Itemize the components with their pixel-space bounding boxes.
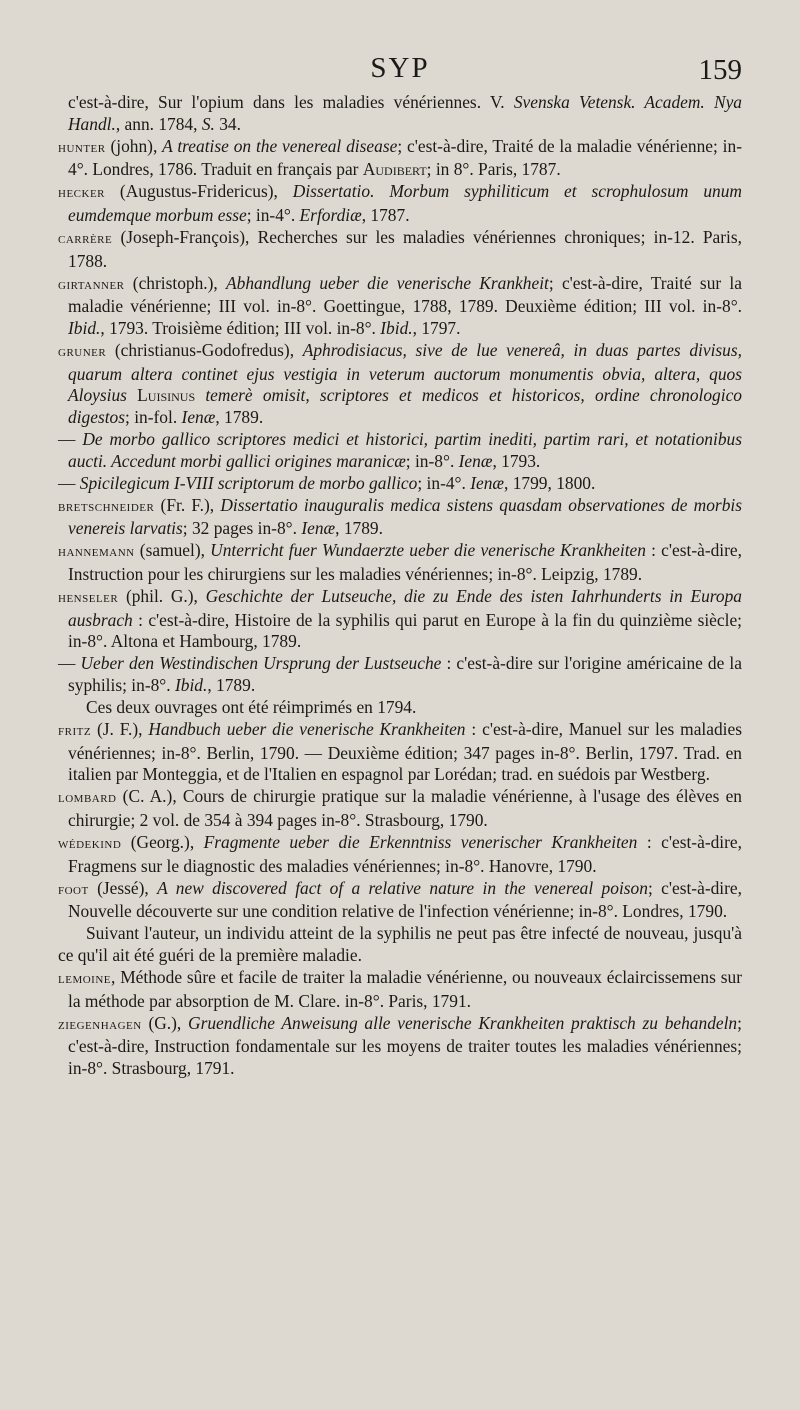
entry-title-italic: Ienæ bbox=[470, 472, 505, 493]
entry-title-italic: A treatise on the venereal disease bbox=[162, 135, 398, 156]
entry-author: foot bbox=[58, 881, 89, 898]
bibliography-entry bbox=[58, 719, 742, 786]
note-paragraph bbox=[58, 923, 742, 966]
entry-text: ; in-4°. bbox=[417, 472, 471, 493]
entry-title-italic: De morbo gallico scriptores medici et historici, partim inediti, partim rari, et notationibus aucti. Accedunt morbi gallici origines maranicæ bbox=[68, 428, 742, 471]
entry-text: , 1797. bbox=[412, 317, 461, 338]
entry-author: lombard bbox=[58, 790, 117, 807]
bibliography-entry bbox=[58, 1013, 742, 1080]
entry-author-given: — bbox=[58, 653, 81, 674]
entry-text: ; in-fol. bbox=[125, 406, 182, 427]
bibliography-entry bbox=[58, 227, 742, 272]
bibliography-entry bbox=[58, 967, 742, 1012]
entry-author-given: (Georg.), bbox=[121, 832, 204, 853]
entry-author-given: — bbox=[58, 428, 83, 449]
entry-title-italic: Ienæ bbox=[458, 450, 493, 471]
entry-title-italic: Abhandlung ueber die venerische Krankheit bbox=[226, 272, 549, 293]
entry-author: bretschneider bbox=[58, 498, 155, 515]
entry-text: Ces deux ouvrages ont été réimprimés en 1794. bbox=[86, 697, 417, 718]
entry-author-given: (J. F.), bbox=[91, 719, 149, 740]
entry-text: : c'est-à-dire sur l'origine américaine de la syphilis; in-8°. bbox=[68, 653, 742, 695]
entry-author-given: (christoph.), bbox=[124, 272, 227, 293]
entry-author-given: , bbox=[111, 967, 121, 988]
entry-title-italic: Fragmente ueber die Erkenntniss venerischer Krankheiten bbox=[203, 832, 638, 853]
page-header bbox=[58, 52, 742, 92]
bibliography-entry bbox=[58, 273, 742, 340]
bibliography-entry bbox=[58, 540, 742, 585]
entry-text: Audibert bbox=[362, 159, 427, 180]
entry-author-given: (G.), bbox=[141, 1012, 189, 1033]
entry-author-given: (C. A.), bbox=[116, 786, 183, 807]
entry-text: ; in-8°. bbox=[405, 450, 459, 471]
entry-title-italic: temerè omisit, scriptores et medicos et historicos, ordine chronologico digestos bbox=[68, 385, 742, 427]
entry-title-italic: Aphrodisiacus, sive de lue venereâ, in duas partes divisus, quarum altera continet ejus vestigia in veterum auctorum monumentis obvia, altera, quos Aloysius bbox=[68, 340, 742, 406]
bibliography-entry bbox=[58, 429, 742, 472]
entry-author: ziegenhagen bbox=[58, 1016, 142, 1033]
entry-author: fritz bbox=[58, 723, 92, 740]
entry-text: : c'est-à-dire, Instruction pour les chirurgiens sur les maladies vénériennes; in-8°. Leipzig, 1789. bbox=[68, 540, 742, 584]
entry-author-given: — bbox=[58, 472, 80, 493]
entry-text: Cours de chirurgie pratique sur la maladie vénérienne, à l'usage des élèves en chirurgie; 2 vol. de 354 à 394 pages in-8°. Strasbourg, 1790. bbox=[68, 786, 742, 830]
entry-text: Suivant l'auteur, un individu atteint de la syphilis ne peut pas être infecté de nouveau, jusqu'à ce qu'il ait été guéri de la première maladie. bbox=[58, 923, 742, 966]
entry-title-italic: Ibid. bbox=[174, 674, 208, 695]
entry-text: , 1789. bbox=[335, 518, 383, 539]
entry-author: gruner bbox=[58, 344, 107, 361]
bibliography-entry bbox=[58, 473, 742, 495]
entry-title-italic: Spicilegicum I-VIII scriptorum de morbo gallico bbox=[79, 472, 418, 493]
entry-title-italic: Svenska Vetensk. Academ. Nya Handl. bbox=[68, 92, 742, 134]
bibliography-entry bbox=[58, 653, 742, 696]
entry-text: ; c'est-à-dire, Nouvelle découverte sur une condition relative de l'infection vénérienne; in-8°. Londres, 1790. bbox=[68, 877, 742, 922]
bibliography-entry bbox=[58, 495, 742, 540]
bibliography-entry bbox=[58, 878, 742, 923]
entry-author: wédekind bbox=[58, 836, 122, 853]
entry-author-given: (Jessé), bbox=[88, 877, 158, 898]
entry-author: hannemann bbox=[58, 544, 135, 561]
entry-author-given: (samuel), bbox=[134, 540, 211, 561]
entry-text: Luisinus bbox=[137, 385, 196, 406]
bibliography-entry bbox=[58, 92, 742, 135]
entry-text: : c'est-à-dire, Fragmens sur le diagnostic des maladies vénériennes; in-8°. Hanovre, 1790. bbox=[68, 832, 742, 876]
entry-title-italic: S. bbox=[201, 113, 215, 134]
entry-author-given: (Augustus-Fridericus), bbox=[105, 181, 293, 202]
entry-title-italic: Ibid. bbox=[380, 317, 413, 338]
entry-text: ; 32 pages in-8°. bbox=[182, 518, 302, 539]
entry-text: , ann. 1784, bbox=[115, 113, 202, 134]
bibliography-list bbox=[58, 92, 742, 1080]
entry-text: , 1789. bbox=[207, 674, 256, 695]
entry-text: ; c'est-à-dire, Traité de la maladie vénérienne; in-4°. Londres, 1786. Traduit en français par bbox=[68, 135, 742, 180]
entry-title-italic: Dissertatio. Morbum syphiliticum et scrophulosum unum eumdemque morbum esse bbox=[68, 181, 742, 225]
running-title: SYP bbox=[370, 52, 430, 84]
bibliography-entry bbox=[58, 136, 742, 181]
entry-author-given: (john), bbox=[105, 135, 163, 156]
bibliography-entry bbox=[58, 832, 742, 877]
entry-author-given: (Fr. F.), bbox=[154, 494, 221, 515]
entry-text: 34. bbox=[214, 113, 241, 134]
bibliography-entry bbox=[58, 786, 742, 831]
entry-text: , 1799, 1800. bbox=[504, 472, 596, 493]
bibliography-entry bbox=[58, 181, 742, 226]
entry-text: , 1793. bbox=[492, 450, 541, 471]
entry-text: Méthode sûre et facile de traiter la maladie vénérienne, ou nouveaux éclaircissemens sur la méthode par absorption de M. Clare. in-8°. Paris, 1791. bbox=[68, 967, 743, 1011]
entry-author: henseler bbox=[58, 590, 119, 607]
entry-author: lemoine bbox=[58, 971, 111, 988]
entry-author: girtanner bbox=[58, 276, 125, 293]
entry-title-italic: A new discovered fact of a relative nature in the venereal poison bbox=[157, 877, 648, 898]
entry-text: Recherches sur les maladies vénériennes chroniques; in-12. Paris, 1788. bbox=[68, 227, 743, 271]
entry-text: ; in 8°. Paris, 1787. bbox=[426, 159, 561, 180]
entry-text: , 1793. Troisième édition; III vol. in-8°. bbox=[100, 317, 381, 338]
entry-text: ; c'est-à-dire, Traité sur la maladie vénérienne; III vol. in-8°. Goettingue, 1788, 1789. Deuxième édition; III vol. in-8°. bbox=[68, 272, 742, 317]
entry-text: c'est-à-dire, Sur l'opium dans les maladies vénériennes. V. bbox=[68, 92, 514, 112]
entry-title-italic: Unterricht fuer Wundaerzte ueber die venerische Krankheiten bbox=[210, 540, 646, 561]
note-paragraph bbox=[58, 697, 742, 719]
bibliography-entry bbox=[58, 586, 742, 653]
entry-author: hecker bbox=[58, 185, 105, 202]
entry-title-italic: Gruendliche Anweisung alle venerische Krankheiten praktisch zu behandeln bbox=[188, 1012, 738, 1033]
entry-title-italic: Ueber den Westindischen Ursprung der Lustseuche bbox=[80, 653, 442, 674]
entry-text: ; in-4°. bbox=[246, 204, 300, 225]
entry-author-given: (christianus-Godofredus), bbox=[106, 340, 303, 361]
entry-author: carrère bbox=[58, 231, 113, 248]
entry-title-italic: Erfordiæ bbox=[299, 204, 362, 225]
entry-author-given: (phil. G.), bbox=[118, 586, 206, 607]
entry-title-italic: Geschichte der Lutseuche, die zu Ende des isten Iahrhunderts in Europa ausbrach bbox=[68, 586, 742, 630]
entry-author: hunter bbox=[58, 139, 106, 156]
entry-text: , 1789. bbox=[215, 406, 264, 427]
entry-title-italic: Ienæ bbox=[181, 406, 216, 427]
entry-text: : c'est-à-dire, Histoire de la syphilis qui parut en Europe à la fin du quinzième siècle; in-8°. Altona et Hambourg, 1789. bbox=[68, 609, 742, 652]
entry-text: : c'est-à-dire, Manuel sur les maladies vénériennes; in-8°. Berlin, 1790. — Deuxième édition; 347 pages in-8°. Berlin, 1797. Trad. en italien par Monteggia, et de l'Italien en espagnol par Lorédan; trad. en suédois par Westberg. bbox=[68, 719, 742, 785]
entry-title-italic: Handbuch ueber die venerische Krankheiten bbox=[148, 719, 466, 740]
page-number: 159 bbox=[698, 54, 742, 86]
entry-title-italic: Ibid. bbox=[68, 317, 101, 338]
entry-author-given: (Joseph-François), bbox=[112, 227, 258, 248]
bibliography-entry bbox=[58, 340, 742, 428]
entry-title-italic: Ienæ bbox=[301, 518, 336, 539]
entry-text: , 1787. bbox=[361, 204, 410, 225]
entry-title-italic: Dissertatio inauguralis medica sistens quasdam observationes de morbis venereis larvatis bbox=[68, 494, 742, 539]
entry-text: ; c'est-à-dire, Instruction fondamentale sur les moyens de traiter toutes les maladies vénériennes; in-8°. Strasbourg, 1791. bbox=[68, 1012, 742, 1079]
